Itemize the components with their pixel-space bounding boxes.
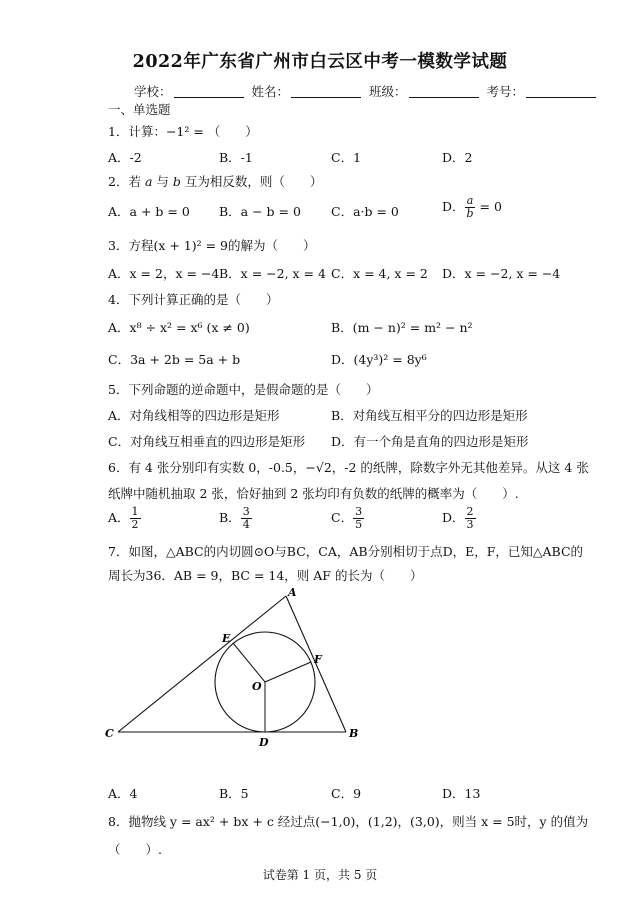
question-7-line-2: 周长为36．AB = 9，BC = 14，则 AF 的长为（ ） <box>108 568 423 583</box>
radius-of <box>265 662 311 682</box>
question-8-line-2: （ ）. <box>108 842 162 857</box>
q1-option-d: D．2 <box>442 150 473 165</box>
q6-c-fraction <box>353 506 364 531</box>
question-6-line-2: 纸牌中随机抽取 2 张，恰好抽到 2 张均印有负数的纸牌的概率为（ ）. <box>108 486 519 501</box>
question-7-line-1: 7．如图，△ABC的内切圆⊙O与BC，CA，AB分别相切于点D，E，F，已知△ABC的 <box>108 544 584 559</box>
q1-option-a: A．-2 <box>108 150 142 165</box>
q4-option-a: A．x⁸ ÷ x² = x⁶ (x ≠ 0) <box>108 320 250 335</box>
q2-text-prefix: 2．若 <box>108 174 145 189</box>
question-2-stem <box>108 172 322 190</box>
q1-option-c: C．1 <box>331 150 362 165</box>
school-blank[interactable] <box>174 85 244 98</box>
q6-option-d <box>442 506 476 531</box>
q2-d-numerator: a <box>466 194 474 207</box>
q3-option-c: C．x = 4, x = 2 <box>331 266 428 281</box>
question-5-stem: 5．下列命题的逆命题中，是假命题的是（ ） <box>108 382 379 397</box>
label-o: O <box>252 680 262 693</box>
q7-option-d: D．13 <box>442 786 481 801</box>
q7-option-b: B．5 <box>219 786 249 801</box>
q6-d-label: D． <box>442 510 465 525</box>
question-6-line-1: 6．有 4 张分别印有实数 0，-0.5，−√2，-2 的纸牌，除数字外无其他差异。从这 4 张 <box>108 460 589 475</box>
q5-option-d: D．有一个角是直角的四边形是矩形 <box>331 434 529 449</box>
q6-option-c <box>331 506 364 531</box>
q3-option-b: B．x = −2, x = 4 <box>219 266 326 281</box>
q4-option-d: D．(4y³)² = 8y⁶ <box>331 352 427 367</box>
q6-option-a <box>108 506 141 531</box>
label-e: E <box>222 632 231 645</box>
q4-option-c: C．3a + 2b = 5a + b <box>108 352 241 367</box>
label-d: D <box>259 736 269 749</box>
question-3-stem: 3．方程(x + 1)² = 9的解为（ ） <box>108 238 316 253</box>
question-8-line-1: 8．抛物线 y = ax² + bx + c 经过点(−1,0)，(1,2)，(3,0)，则当 x = 5时，y 的值为 <box>108 814 589 829</box>
q3-option-d: D．x = −2, x = −4 <box>442 266 561 281</box>
q6-d-numerator: 2 <box>466 505 474 518</box>
q6-c-label: C． <box>331 510 354 525</box>
q6-a-fraction <box>130 506 141 531</box>
q6-a-label: A． <box>108 510 130 525</box>
q6-a-denominator: 2 <box>131 518 139 531</box>
q6-b-numerator: 3 <box>242 505 250 518</box>
exam-title: 2022年广东省广州市白云区中考一模数学试题 <box>132 52 508 72</box>
q6-a-numerator: 1 <box>131 505 139 518</box>
label-b: B <box>349 727 359 740</box>
q3-option-a: A．x = 2，x = −4 <box>108 266 220 281</box>
page-footer: 试卷第 1 页，共 5 页 <box>262 868 378 882</box>
q6-b-label: B． <box>219 510 241 525</box>
q2-d-fraction <box>465 195 476 220</box>
question-4-stem: 4．下列计算正确的是（ ） <box>108 292 279 307</box>
question-1-stem: 1．计算：−1² = （ ） <box>108 124 258 139</box>
q5-option-b: B．对角线互相平分的四边形是矩形 <box>331 408 528 423</box>
q6-c-denominator: 5 <box>355 518 363 531</box>
q2-d-denominator: b <box>466 207 474 220</box>
q6-b-denominator: 4 <box>242 518 250 531</box>
q2-text-mid: 与 <box>152 174 173 189</box>
q2-option-d <box>442 195 502 220</box>
label-a: A <box>288 586 297 599</box>
radius-oe <box>233 643 265 682</box>
exam-no-blank[interactable] <box>526 85 596 98</box>
q2-var-b: b <box>172 174 181 189</box>
q4-option-b: B．(m − n)² = m² − n² <box>331 320 473 335</box>
q7-option-a: A．4 <box>108 786 138 801</box>
class-blank[interactable] <box>409 85 479 98</box>
q5-option-c: C．对角线互相垂直的四边形是矩形 <box>108 434 306 449</box>
label-c: C <box>105 727 114 740</box>
q7-option-c: C．9 <box>331 786 362 801</box>
exam-no-label: 考号： <box>486 84 525 99</box>
q6-d-denominator: 3 <box>466 518 474 531</box>
q6-c-numerator: 3 <box>355 505 363 518</box>
label-f: F <box>314 653 322 666</box>
q6-b-fraction <box>241 506 252 531</box>
q2-option-a: A．a + b = 0 <box>108 204 190 219</box>
q2-option-c: C．a·b = 0 <box>331 204 399 219</box>
q2-option-b: B．a − b = 0 <box>219 204 301 219</box>
q2-text-suffix: 互为相反数，则（ ） <box>180 174 323 189</box>
name-label: 姓名： <box>251 84 290 99</box>
q2-d-tail: = 0 <box>475 199 502 214</box>
q2-var-a: a <box>144 174 153 189</box>
school-label: 学校： <box>134 84 172 99</box>
section-heading: 一、单选题 <box>108 102 171 117</box>
student-info-line <box>134 82 600 100</box>
q1-option-b: B．-1 <box>219 150 253 165</box>
incircle-triangle-figure <box>100 584 360 754</box>
q6-d-fraction <box>465 506 476 531</box>
name-blank[interactable] <box>291 85 361 98</box>
q5-option-a: A．对角线相等的四边形是矩形 <box>108 408 280 423</box>
side-ca <box>118 596 286 732</box>
class-label: 班级： <box>369 84 407 99</box>
q6-option-b <box>219 506 252 531</box>
q2-d-label: D． <box>442 199 465 214</box>
